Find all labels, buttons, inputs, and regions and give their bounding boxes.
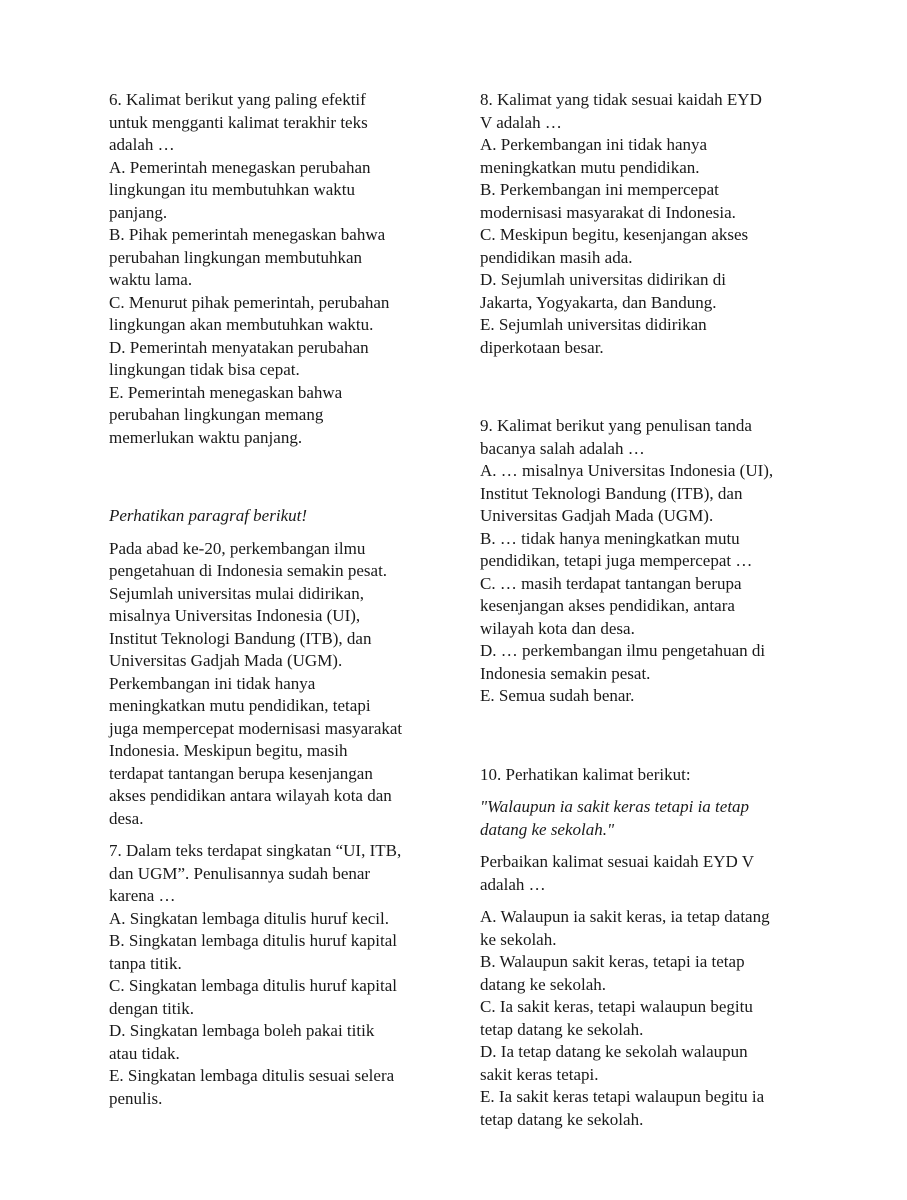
passage-heading: Perhatikan paragraf berikut! bbox=[109, 506, 307, 525]
option-line: lingkungan itu membutuhkan waktu bbox=[109, 180, 355, 199]
stem-line: 10. Perhatikan kalimat berikut: bbox=[480, 764, 691, 784]
passage-line: Institut Teknologi Bandung (ITB), dan bbox=[109, 628, 372, 648]
option-line: lingkungan tidak bisa cepat. bbox=[109, 360, 300, 379]
question-10 bbox=[480, 764, 810, 1132]
stem-line: 7. Dalam teks terdapat singkatan “UI, ITB, bbox=[109, 841, 402, 860]
stem-line: bacanya salah adalah … bbox=[480, 438, 645, 458]
stem-line: adalah … bbox=[109, 135, 175, 154]
option-c bbox=[109, 975, 439, 1020]
option-line: D. Singkatan lembaga boleh pakai titik bbox=[109, 1021, 375, 1040]
option-d bbox=[480, 269, 810, 314]
question-6-stem bbox=[109, 89, 439, 157]
option-line: C. Ia sakit keras, tetapi walaupun begitu bbox=[480, 997, 753, 1016]
option-line: A. Singkatan lembaga ditulis huruf kecil. bbox=[109, 908, 389, 928]
option-line: tetap datang ke sekolah. bbox=[480, 1019, 644, 1039]
option-line: panjang. bbox=[109, 202, 168, 222]
option-line: E. Ia sakit keras tetapi walaupun begitu ia bbox=[480, 1087, 765, 1106]
stem-line: 8. Kalimat yang tidak sesuai kaidah EYD bbox=[480, 90, 762, 109]
passage-line: pengetahuan di Indonesia semakin pesat. bbox=[109, 561, 388, 580]
option-line: B. Perkembangan ini mempercepat bbox=[480, 180, 719, 199]
option-line: waktu lama. bbox=[109, 270, 193, 289]
stem-line: V adalah … bbox=[480, 112, 562, 132]
option-b bbox=[109, 930, 439, 975]
option-line: B. Singkatan lembaga ditulis huruf kapital bbox=[109, 931, 398, 950]
option-d bbox=[109, 1020, 439, 1065]
option-line: E. Singkatan lembaga ditulis sesuai selera bbox=[109, 1066, 395, 1085]
option-line: atau tidak. bbox=[109, 1043, 180, 1063]
stem-line: dan UGM”. Penulisannya sudah benar bbox=[109, 863, 371, 883]
option-c bbox=[480, 573, 810, 641]
stem-line: 9. Kalimat berikut yang penulisan tanda bbox=[480, 416, 752, 435]
option-line: C. Singkatan lembaga ditulis huruf kapital bbox=[109, 976, 398, 995]
option-line: datang ke sekolah. bbox=[480, 974, 607, 994]
stem-line: karena … bbox=[109, 886, 176, 905]
option-line: B. Walaupun sakit keras, tetapi ia tetap bbox=[480, 952, 745, 971]
question-10-quote bbox=[480, 796, 810, 841]
prompt-line: adalah … bbox=[480, 874, 546, 894]
option-c bbox=[480, 996, 810, 1041]
stem-line: untuk mengganti kalimat terakhir teks bbox=[109, 112, 368, 132]
option-a bbox=[109, 908, 439, 931]
option-line: E. Sejumlah universitas didirikan bbox=[480, 315, 707, 334]
option-line: C. Menurut pihak pemerintah, perubahan bbox=[109, 292, 390, 312]
option-b bbox=[109, 224, 439, 292]
option-b bbox=[480, 951, 810, 996]
option-line: pendidikan masih ada. bbox=[480, 247, 633, 267]
option-line: D. Sejumlah universitas didirikan di bbox=[480, 270, 726, 289]
option-line: E. Semua sudah benar. bbox=[480, 686, 635, 705]
question-7-stem bbox=[109, 840, 439, 908]
question-7 bbox=[109, 840, 439, 1110]
question-6 bbox=[109, 89, 439, 449]
option-line: C. Meskipun begitu, kesenjangan akses bbox=[480, 225, 749, 244]
option-line: tanpa titik. bbox=[109, 953, 182, 973]
option-line: pendidikan, tetapi juga mempercepat … bbox=[480, 551, 753, 570]
option-line: E. Pemerintah menegaskan bahwa bbox=[109, 382, 343, 402]
question-9 bbox=[480, 415, 810, 708]
option-line: ke sekolah. bbox=[480, 929, 557, 949]
passage-line: desa. bbox=[109, 808, 144, 828]
passage-line: Sejumlah universitas mulai didirikan, bbox=[109, 583, 364, 603]
option-line: tetap datang ke sekolah. bbox=[480, 1109, 644, 1129]
option-c bbox=[480, 224, 810, 269]
option-e bbox=[109, 1065, 439, 1110]
option-line: lingkungan akan membutuhkan waktu. bbox=[109, 315, 374, 334]
option-a bbox=[480, 460, 810, 528]
option-a bbox=[109, 157, 439, 225]
option-line: A. Walaupun ia sakit keras, ia tetap datang bbox=[480, 907, 770, 926]
quote-line: "Walaupun ia sakit keras tetapi ia tetap bbox=[480, 797, 750, 816]
option-e bbox=[480, 314, 810, 359]
option-d bbox=[480, 640, 810, 685]
option-line: C. … masih terdapat tantangan berupa bbox=[480, 573, 742, 593]
option-line: perubahan lingkungan memang bbox=[109, 405, 324, 424]
question-8-stem bbox=[480, 89, 810, 134]
option-line: modernisasi masyarakat di Indonesia. bbox=[480, 202, 736, 222]
option-line: B. Pihak pemerintah menegaskan bahwa bbox=[109, 225, 386, 244]
passage-paragraph bbox=[109, 538, 439, 831]
passage-line: Universitas Gadjah Mada (UGM). bbox=[109, 651, 343, 670]
quote-line: datang ke sekolah." bbox=[480, 819, 615, 839]
passage-line: terdapat tantangan berupa kesenjangan bbox=[109, 763, 373, 783]
option-a bbox=[480, 906, 810, 951]
prompt-line: Perbaikan kalimat sesuai kaidah EYD V bbox=[480, 852, 754, 871]
option-line: D. … perkembangan ilmu pengetahuan di bbox=[480, 641, 766, 660]
passage-line: meningkatkan mutu pendidikan, tetapi bbox=[109, 696, 371, 715]
option-a bbox=[480, 134, 810, 179]
option-d bbox=[480, 1041, 810, 1086]
option-c bbox=[109, 292, 439, 337]
option-line: B. … tidak hanya meningkatkan mutu bbox=[480, 528, 740, 548]
option-line: Indonesia semakin pesat. bbox=[480, 663, 651, 683]
option-b bbox=[480, 528, 810, 573]
stem-line: 6. Kalimat berikut yang paling efektif bbox=[109, 90, 366, 109]
option-line: A. Perkembangan ini tidak hanya bbox=[480, 135, 708, 154]
question-10-prompt bbox=[480, 851, 810, 896]
option-line: D. Pemerintah menyatakan perubahan bbox=[109, 337, 369, 357]
option-e bbox=[109, 382, 439, 450]
option-line: meningkatkan mutu pendidikan. bbox=[480, 157, 700, 177]
option-line: A. … misalnya Universitas Indonesia (UI), bbox=[480, 461, 774, 480]
passage-line: juga mempercepat modernisasi masyarakat bbox=[109, 718, 403, 738]
question-9-stem bbox=[480, 415, 810, 460]
passage-line: Pada abad ke-20, perkembangan ilmu bbox=[109, 538, 366, 558]
option-line: dengan titik. bbox=[109, 998, 194, 1018]
option-line: kesenjangan akses pendidikan, antara bbox=[480, 596, 735, 615]
passage-line: Indonesia. Meskipun begitu, masih bbox=[109, 741, 348, 760]
right-column bbox=[480, 89, 810, 1131]
left-column bbox=[109, 89, 439, 1110]
question-10-stem bbox=[480, 764, 810, 787]
option-line: D. Ia tetap datang ke sekolah walaupun bbox=[480, 1042, 748, 1061]
option-line: sakit keras tetapi. bbox=[480, 1064, 599, 1084]
passage-line: Perkembangan ini tidak hanya bbox=[109, 673, 316, 693]
option-e bbox=[480, 685, 810, 708]
option-line: perubahan lingkungan membutuhkan bbox=[109, 247, 363, 267]
option-e bbox=[480, 1086, 810, 1131]
option-d bbox=[109, 337, 439, 382]
option-line: penulis. bbox=[109, 1088, 163, 1108]
option-b bbox=[480, 179, 810, 224]
option-line: A. Pemerintah menegaskan perubahan bbox=[109, 157, 371, 177]
passage-line: misalnya Universitas Indonesia (UI), bbox=[109, 606, 361, 625]
passage-line: akses pendidikan antara wilayah kota dan bbox=[109, 786, 392, 805]
option-line: Institut Teknologi Bandung (ITB), dan bbox=[480, 483, 743, 503]
option-line: memerlukan waktu panjang. bbox=[109, 427, 303, 447]
question-8 bbox=[480, 89, 810, 359]
option-line: Jakarta, Yogyakarta, dan Bandung. bbox=[480, 292, 717, 312]
option-line: diperkotaan besar. bbox=[480, 337, 604, 357]
option-line: wilayah kota dan desa. bbox=[480, 618, 635, 638]
option-line: Universitas Gadjah Mada (UGM). bbox=[480, 506, 714, 525]
